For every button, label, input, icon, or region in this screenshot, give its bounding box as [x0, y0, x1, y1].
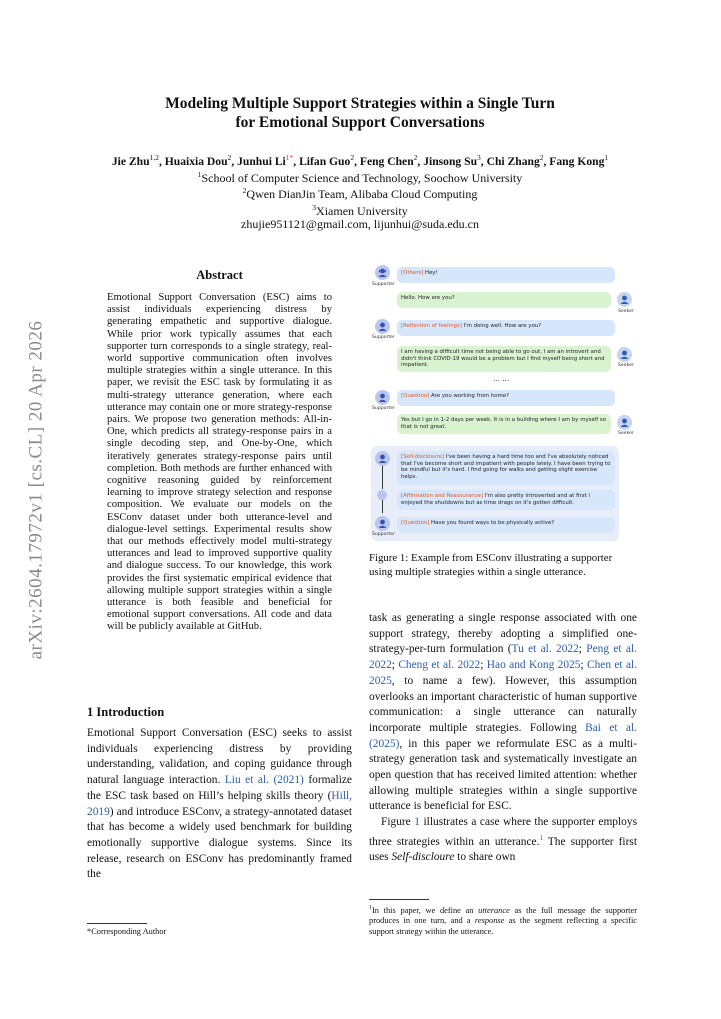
affiliation-2: $^2$Qwen DianJin Team, Alibaba Cloud Computing: [242, 186, 478, 201]
supporter-label: Supporter: [372, 406, 395, 411]
figure-ref-link[interactable]: 1: [414, 816, 420, 829]
title-line-2: for Emotional Support Conversations: [235, 114, 485, 131]
seeker-label: Seeker: [618, 309, 634, 314]
chat-bubble-supporter: [Others] Hey!: [397, 267, 615, 283]
supporter-avatar-icon: [377, 490, 387, 500]
paragraph: task as generating a single response associated with one support strategy, thereby adopting a simplified one-strategy-per-turn formulation (Tu et al. 2022; Peng et al. 2022; Cheng et al. 2022; Hao and Kong 2025; Chen et al. 2025, to name a few). However, this assumption overlooks an important characteristic of human supportive communication: a single utterance can naturally incorporate multiple strategies. Following Bai et al. (2025), in this paper we reformulate ESC as a multi-strategy generation task and systematically investigate an open question that has received limited attention: whether allowing multiple strategies within a single supportive utterance is beneficial for ESC.: [369, 612, 638, 813]
citation-link[interactable]: Peng et al. 2022: [369, 643, 637, 672]
citation-link[interactable]: Hill, 2019: [87, 789, 352, 818]
seeker-label: Seeker: [618, 363, 634, 368]
seeker-avatar-icon: [617, 415, 632, 430]
section-heading-introduction: 1 Introduction: [87, 705, 165, 719]
author-list: Jie Zhu$^{1,2}$, Huaixia Dou$^2$, Junhui $Li^{1*}$, Lifan Guo$^2$, Feng Chen$^2$, Jinsong Su$^3$, Chi Zhang$^2$, Fang Kong$^1$: [111, 153, 609, 168]
chat-bubble-seeker: Hello. How are you?: [397, 292, 611, 308]
supporter-avatar-icon: [375, 319, 390, 334]
abstract-heading: Abstract: [196, 268, 243, 282]
figure-1: [369, 263, 637, 543]
footnote-rule: [369, 899, 429, 900]
seeker-avatar-icon: [617, 347, 632, 362]
title-line-1: Modeling Multiple Support Strategies within a Single Turn: [165, 95, 555, 112]
citation-link[interactable]: Chen et al. 2025: [369, 659, 638, 687]
supporter-label: Supporter: [372, 282, 395, 287]
supporter-avatar-icon: [375, 390, 390, 405]
chat-bubble-seeker: Yes but I go in 1-2 days per week. It is in a building where I am by myself so that is not great.: [397, 414, 611, 434]
chat-bubble-supporter: [Affirmation and Reassurance] I'm also pretty introverted and at first i enjoyed the shutdowns but as time drags on it's gotten difficult.: [397, 490, 615, 510]
right-column-text: [369, 611, 637, 866]
paragraph: Figure 1 illustrates a case where the supporter employs three strategies within an utterance.$^1$ The supporter first uses Self-discloure to share own: [369, 816, 637, 864]
supporter-avatar-icon: [375, 265, 390, 280]
chat-bubble-supporter: [Question] Have you found ways to be physically active?: [397, 517, 615, 533]
footnote-corresponding: *Corresponding Author: [87, 927, 167, 936]
strategy-connector: [382, 499, 383, 513]
arxiv-watermark: arXiv:2604.17972v1 [cs.CL] 20 Apr 2026: [25, 320, 46, 660]
supporter-label: Supporter: [372, 532, 395, 537]
seeker-label: Seeker: [618, 431, 634, 436]
chat-bubble-supporter: [Self-disclosure] I've been having a hard time too and I've absolutely noticed that I've become short and impatient with people lately. I have been trying to be mindful but it's hard. I find going for walks and getting slight exercise helps.: [397, 451, 615, 485]
supporter-label: Supporter: [372, 335, 395, 340]
figure-caption: Figure 1: Example from ESConv illustrating a supporter using multiple strategies within a single utterance.: [369, 552, 613, 578]
affiliation-1: $^1$School of Computer Science and Technology, Soochow University: [197, 170, 523, 185]
footnote-ref-link[interactable]: 1: [539, 833, 543, 842]
paper-title: [80, 94, 640, 132]
citation-link[interactable]: Tu et al. 2022: [511, 643, 579, 656]
seeker-avatar-icon: [617, 292, 632, 307]
citation-link[interactable]: Liu et al. (2021): [224, 774, 304, 787]
chat-bubble-supporter: [Reflection of feelings] I'm doing well. How are you?: [397, 320, 615, 336]
ellipsis: … …: [493, 375, 510, 383]
citation-link[interactable]: Bai et al. (2025): [369, 721, 637, 750]
supporter-avatar-icon: [375, 451, 390, 466]
chat-bubble-supporter: [Question] Are you working from home?: [397, 390, 615, 406]
affiliation-3: $^3$Xiamen University: [312, 203, 408, 218]
strategy-connector: [382, 465, 383, 489]
footnote-utterance-definition: $^1$In this paper, we define an utterance as the full message the supporter produces in one turn, and a response as the segment reflecting a specific support strategy within the utterance.: [369, 905, 638, 936]
supporter-avatar-icon: [375, 516, 390, 531]
chat-bubble-seeker: I am having a difficult time not being able to go out. I am an introvert and didn't think COVID-19 would be a problem but I find myself being short and impatient.: [397, 346, 611, 372]
intro-paragraph: Emotional Support Conversation (ESC) seeks to assist individuals experiencing distress by providing understanding, validation, and coping guidance through natural language interaction. Liu et al. (2021) formalize the ESC task based on Hill’s helping skills theory (Hill, 2019) and introduce ESConv, a strategy-annotated dataset that has become a widely used benchmark for building emotionally supportive dialogue systems. Since its release, research on ESConv has predominantly framed the: [87, 727, 352, 881]
citation-link[interactable]: Hao and Kong 2025: [486, 659, 581, 672]
citation-link[interactable]: Cheng et al. 2022: [398, 659, 481, 672]
author-emails: zhujie951121@gmail.com, lijunhui@suda.edu.cn: [241, 217, 479, 231]
footnote-rule: [87, 923, 147, 924]
abstract-text: Emotional Support Conversation (ESC) aims to assist individuals experiencing distress by generating empathetic and supportive dialogue. While prior work typically assumes that each supporter turn corresponds to a single strategy, real-world supportive communication often involves multiple strategies within a single utterance. In this paper, we revisit the ESC task by formulating it as multi-strategy utterance generation, where each utterance may contain one or more strategy-response pairs. We propose two generation methods: All-in-One, which predicts all strategy-response pairs in a single decoding step, and One-by-One, which iteratively generates strategy-response pairs until completion. Both methods are further enhanced with cognitive reasoning guided by reinforcement learning to improve strategy selection and response composition. We evaluate our models on the ESConv dataset under both utterance-level and dialogue-level settings. Experimental results show that our methods effectively model multi-strategy utterances and lead to improved supportive quality and dialogue success. To our knowledge, this work provides the first systematic empirical evidence that allowing multiple support strategies within a single utterance is both feasible and beneficial for emotional support conversations. All code and data will be publicly available at GitHub.: [107, 292, 332, 633]
